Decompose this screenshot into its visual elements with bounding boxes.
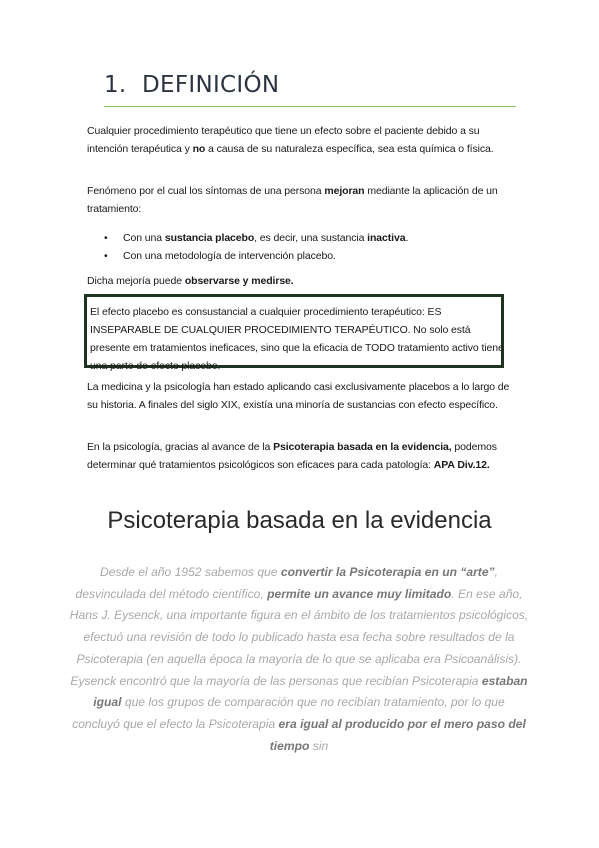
paragraph-text: mediante la aplicación de un tratamiento: [87, 185, 498, 215]
bold-text: APA Div.12. [433, 459, 490, 471]
heading-underline [104, 106, 516, 107]
slide-text: , desvinculada del método científico, [75, 565, 498, 601]
bullet-icon: • [104, 250, 108, 262]
slide-text: Desde el año 1952 sabemos que [100, 565, 281, 579]
paragraph-text: Fenómeno por el cual los síntomas de una persona [87, 185, 325, 197]
slide-body-text [68, 562, 530, 757]
slide-bold-text: permite un avance muy limitado [267, 586, 452, 601]
section-title: DEFINICIÓN [142, 72, 280, 98]
paragraph-definition [87, 122, 517, 158]
paragraph-history: La medicina y la psicología han estado aplicando casi exclusivamente placebos a lo largo de su historia. A finales del siglo XIX, existía una minoría de sustancias con efecto específico. [87, 381, 510, 411]
bold-text: no [192, 143, 206, 155]
slide-bold-text: era igual al producido por el mero paso del tiempo [269, 716, 526, 753]
slide-bold-text: convertir la Psicoterapia en un “arte” [280, 565, 495, 579]
section-heading [104, 72, 516, 98]
highlight-box [84, 294, 504, 372]
slide-text: sin [309, 738, 329, 753]
paragraph-text: podemos determinar qué tratamientos psicológicos son eficaces para cada patología: [87, 441, 497, 471]
paragraph-text: Dicha mejoría puede [87, 275, 185, 287]
bold-text: Psicoterapia basada en la evidencia, [273, 441, 452, 453]
section-number: 1. [104, 72, 127, 98]
list-text: , es decir, una sustancia [254, 232, 368, 244]
bold-text: inactiva [367, 232, 406, 244]
bold-text: mejoran [324, 185, 365, 197]
paragraph-text: En la psicología, gracias al avance de la [87, 441, 274, 453]
paragraph-text: Cualquier procedimiento terapéutico que tiene un efecto sobre el paciente debido a su intención terapéutica y [87, 125, 480, 155]
slide-text: . En ese año, Hans J. Eysenck, una importante figura en el ámbito de los tratamientos psicológicos, efectuó una revisión de todo lo publicado hasta esa fecha sobre resultados de la Psicoterapia (en aquella época la mayoría de lo que se aplicaba era Psicoanálisis). Eysenck encontró que la mayoría de las personas que recibían Psicoterapia [69, 586, 529, 688]
bullet-list [87, 229, 517, 265]
bullet-icon: • [104, 232, 108, 244]
paragraph-evidence [87, 438, 517, 474]
paragraph-phenomenon [87, 182, 517, 218]
list-text: Con una metodología de intervención placebo. [123, 250, 336, 262]
list-item [87, 229, 517, 247]
slide-text: que los grupos de comparación que no recibían tratamiento, por lo que concluyó que el efecto la Psicoterapia [72, 695, 505, 731]
list-text: . [405, 232, 409, 244]
paragraph-text: a causa de su naturaleza específica, sea esta química o física. [205, 143, 494, 155]
highlight-text: El efecto placebo es consustancial a cualquier procedimiento terapéutico: ES INSEPARABLE DE CUALQUIER PROCEDIMIENTO TERAPÉUTICO. No solo está presente em tratamientos ineficaces, sino que la eficacia de TODO tratamiento activo tiene una parte de efecto placebo. [90, 306, 504, 372]
bold-text: observarse y medirse. [184, 275, 294, 287]
slide-title: Psicoterapia basada en la evidencia [107, 507, 492, 534]
bold-text: sustancia placebo [164, 232, 255, 244]
list-item [87, 247, 517, 265]
paragraph-measurable [87, 272, 517, 290]
slide-bold-text: estaban igual [93, 673, 528, 710]
list-text: Con una [123, 232, 165, 244]
